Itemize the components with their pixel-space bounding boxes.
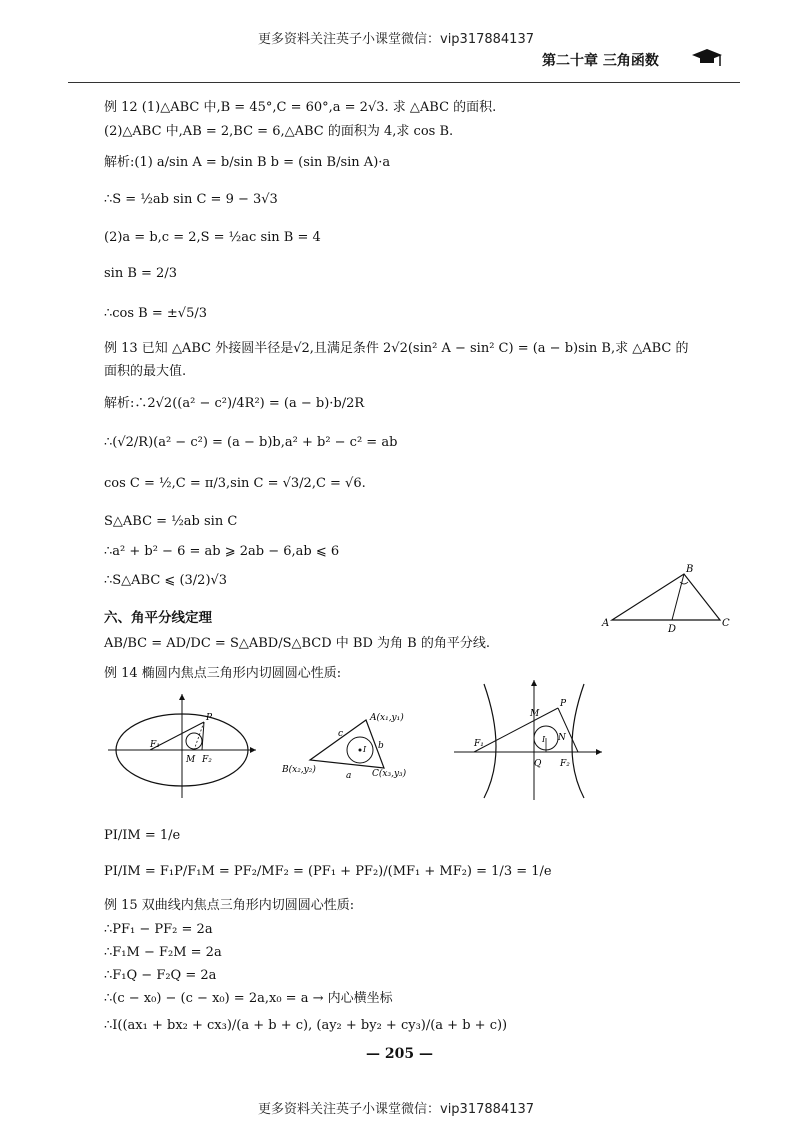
ex12-question-1: 例 12 (1)△ABC 中,B = 45°,C = 60°,a = 2√3. 求 △ABC 的面积.: [104, 100, 497, 115]
ex13-solution-4: S△ABC = ½ab sin C: [104, 514, 238, 529]
label-f1: F₁: [150, 740, 160, 750]
label-incenter: I: [363, 745, 367, 754]
label-m: M: [186, 755, 196, 765]
label-f1: F₁: [474, 739, 484, 749]
ex13-solution-2: ∴(√2/R)(a² − c²) = (a − b)b,a² + b² − c² = ab: [104, 435, 398, 450]
ex15-step-5: ∴I((ax₁ + bx₂ + cx₃)/(a + b + c), (ay₂ + by₂ + cy₃)/(a + b + c)): [104, 1018, 508, 1033]
section-heading: 六、角平分线定理: [104, 610, 212, 626]
ex12-area: ∴S = ½ab sin C = 9 − 3√3: [104, 192, 278, 207]
ex14-ratio-1: PI/IM = 1/e: [104, 828, 181, 843]
label-side-a: a: [346, 771, 352, 781]
label-c: C: [722, 618, 730, 629]
label-b: B: [686, 564, 694, 575]
label-p: P: [206, 713, 213, 723]
label-f2: F₂: [560, 759, 570, 769]
header-rule: [68, 82, 740, 83]
ex13-solution-5: ∴a² + b² − 6 = ab ⩾ 2ab − 6,ab ⩽ 6: [104, 544, 340, 559]
label-d: D: [668, 624, 677, 635]
watermark-top: 更多资料关注英子小课堂微信：vip317884137: [258, 32, 534, 47]
label-b-point: B(x₂,y₂): [282, 765, 316, 775]
ex14-title: 例 14 椭圆内焦点三角形内切圆圆心性质:: [104, 666, 342, 681]
running-header: 第二十章 三角函数: [542, 53, 659, 69]
label-n: N: [558, 733, 566, 743]
angle-bisector-figure: [600, 560, 750, 634]
ex12-sinb: sin B = 2/3: [104, 266, 177, 281]
ex13-solution-1: 解析:∴2√2((a² − c²)/4R²) = (a − b)·b/2R: [104, 396, 365, 411]
label-side-b: b: [378, 741, 384, 751]
ex15-step-3: ∴F₁Q − F₂Q = 2a: [104, 968, 217, 983]
ex13-question-1: 例 13 已知 △ABC 外接圆半径是√2,且满足条件 2√2(sin² A − sin² C) = (a − b)sin B,求 △ABC 的: [104, 341, 689, 356]
ex15-step-4: ∴(c − x₀) − (c − x₀) = 2a,x₀ = a → 内心横坐标: [104, 991, 393, 1006]
label-m: M: [530, 709, 540, 719]
hyperbola-figure: [454, 678, 604, 802]
ex12-solution-1: 解析:(1) a/sin A = b/sin B b = (sin B/sin A)·a: [104, 155, 391, 170]
label-f2: F₂: [202, 755, 212, 765]
ex13-question-2: 面积的最大值.: [104, 364, 187, 379]
incircle-triangle-figure: [280, 708, 407, 790]
label-p: P: [560, 699, 567, 709]
ex12-cosb: ∴cos B = ±√5/3: [104, 306, 207, 321]
watermark-bottom: 更多资料关注英子小课堂微信：vip317884137: [258, 1102, 534, 1117]
ex12-question-2: (2)△ABC 中,AB = 2,BC = 6,△ABC 的面积为 4,求 cos B.: [104, 124, 454, 139]
label-q: Q: [534, 759, 542, 769]
ex15-step-1: ∴PF₁ − PF₂ = 2a: [104, 922, 213, 937]
ex13-solution-3: cos C = ½,C = π/3,sin C = √3/2,C = √6.: [104, 476, 366, 491]
ex14-ratio-2: PI/IM = F₁P/F₁M = PF₂/MF₂ = (PF₁ + PF₂)/(MF₁ + MF₂) = 1/3 = 1/e: [104, 864, 552, 879]
graduation-cap-icon: [690, 46, 724, 70]
label-side-c: c: [338, 729, 344, 739]
ex15-step-2: ∴F₁M − F₂M = 2a: [104, 945, 222, 960]
ex15-title: 例 15 双曲线内焦点三角形内切圆圆心性质:: [104, 898, 355, 913]
ellipse-figure: [108, 692, 258, 800]
bisector-theorem: AB/BC = AD/DC = S△ABD/S△BCD 中 BD 为角 B 的角平分线.: [104, 636, 490, 651]
label-c-point: C(x₃,y₃): [372, 769, 407, 779]
label-i: I: [542, 735, 546, 744]
page-number: — 205 —: [366, 1046, 433, 1062]
label-a: A: [602, 618, 610, 629]
ex12-solution-2: (2)a = b,c = 2,S = ½ac sin B = 4: [104, 230, 321, 245]
ex13-solution-6: ∴S△ABC ⩽ (3/2)√3: [104, 573, 228, 588]
label-a-point: A(x₁,y₁): [370, 713, 404, 723]
